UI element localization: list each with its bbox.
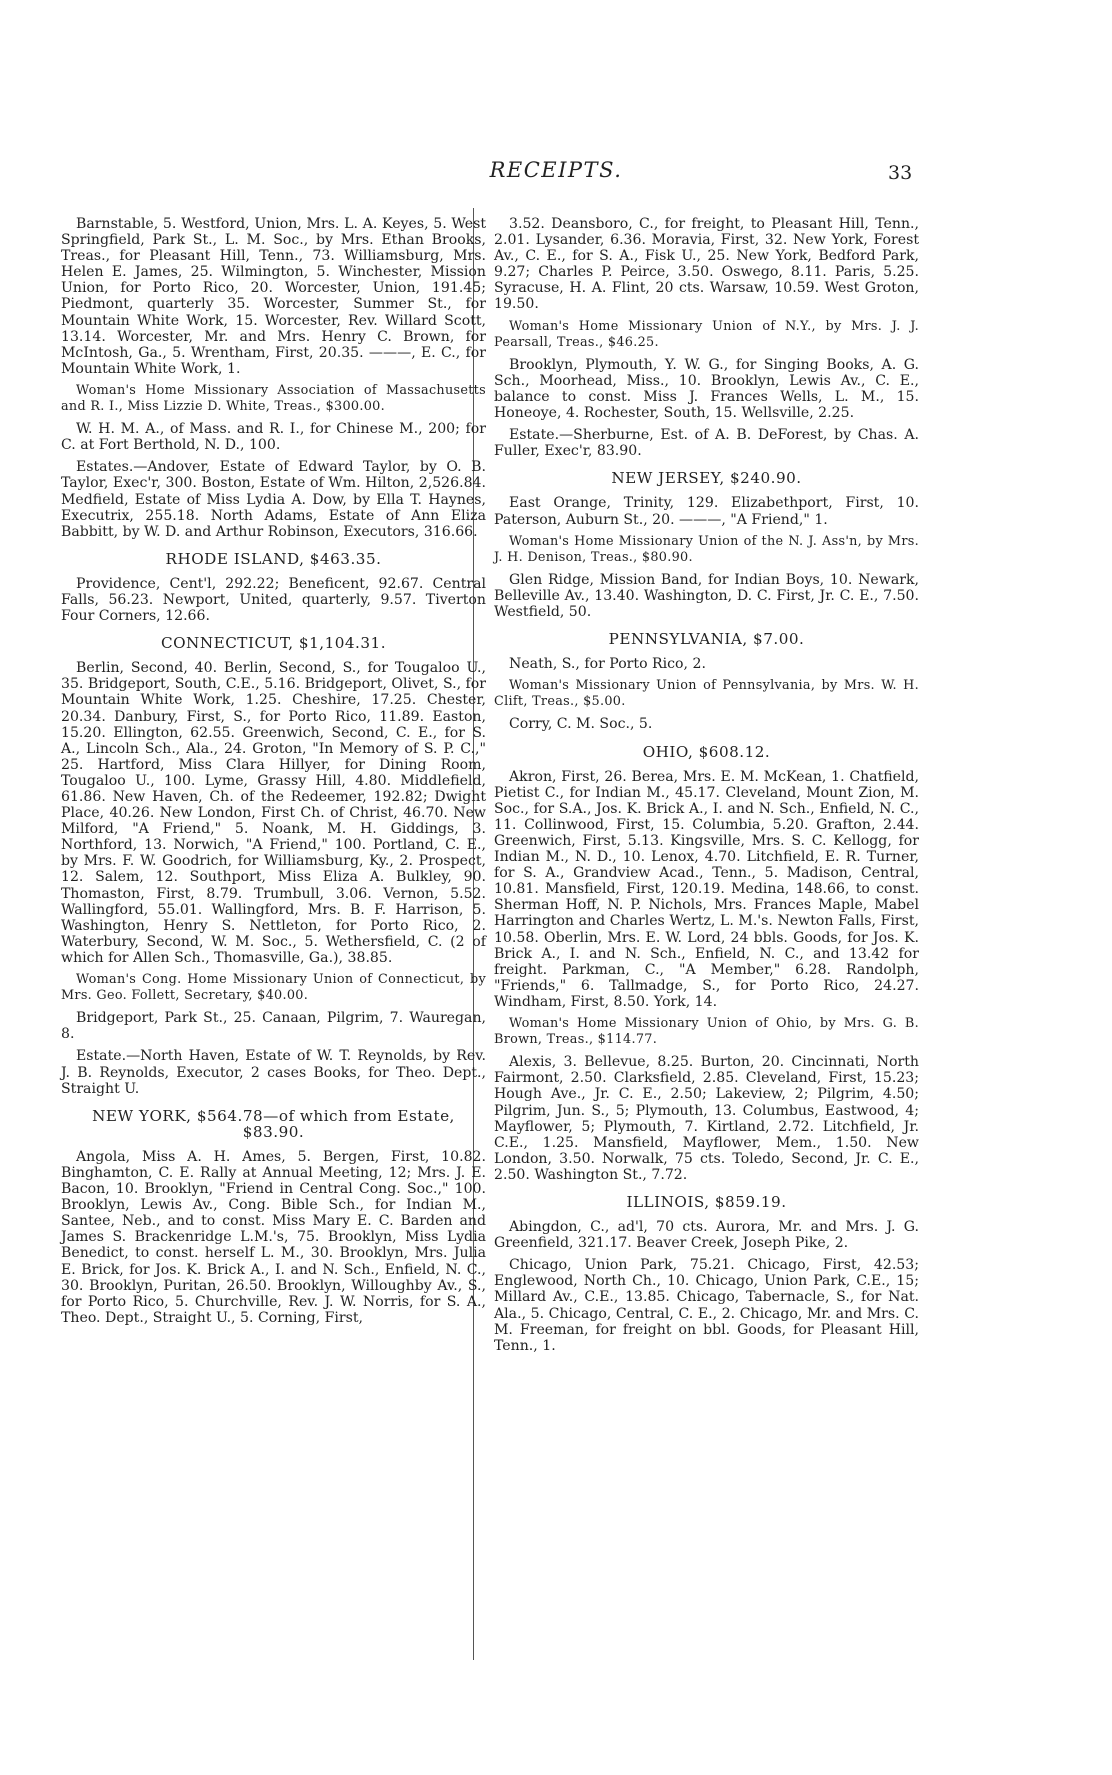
running-title: RECEIPTS. (489, 158, 623, 182)
paragraph: Akron, First, 26. Berea, Mrs. E. M. McKean, 1. Chatfield, Pietist C., for Indian M., 45.17. Cleveland, Mount Zion, M. Soc., for S.A., Jos. K. Brick A., I. and N. Sch., Enfield, N. C., 11. Collinwood, First, 15. Columbia, 5.20. Grafton, 2.44. Greenwich, First, 5.13. Kingsville, Mrs. S. C. Kellogg, for Indian M., N. D., 10. Lenox, 4.70. Litchfield, E. R. Turner, for S. A., Grandview Acad., Tenn., 5. Madison, Central, 10.81. Mansfield, First, 120.19. Medina, 148.66, to const. Sherman Hoff, N. P. Nichols, Mrs. Frances Maple, Mabel Harrington and Charles Wertz, L. M.'s. Newton Falls, First, 10.58. Oberlin, Mrs. E. W. Lord, 24 bbls. Goods, for Jos. K. Brick A., I. and N. Sch., Enfield, N. C., and 13.42 for freight. Parkman, C., "A Member," 6.28. Randolph, "Friends," 6. Tallmadge, S., for Porto Rico, 24.27. Windham, First, 8.50. York, 14. (494, 768, 919, 1010)
paragraph: Estates.—Andover, Estate of Edward Taylor, by O. B. Taylor, Exec'r, 300. Boston, Estate of Wm. Hilton, 2,526.84. Medfield, Estate of Miss Lydia A. Dow, by Ella T. Haynes, Executrix, 255.18. North Adams, Estate of Ann Eliza Babbitt, by W. D. and Arthur Robinson, Executors, 316.66. (61, 459, 486, 540)
paragraph: W. H. M. A., of Mass. and R. I., for Chinese M., 200; for C. at Fort Berthold, N. D., 100. (61, 421, 486, 454)
paragraph: Woman's Home Missionary Union of Ohio, by Mrs. G. B. Brown, Treas., $114.77. (494, 1016, 919, 1048)
paragraph: Woman's Home Missionary Association of Massachusetts and R. I., Miss Lizzie D. White, Treas., $300.00. (61, 382, 486, 415)
paragraph: Woman's Cong. Home Missionary Union of Connecticut, by Mrs. Geo. Follett, Secretary, $40.00. (61, 972, 486, 1004)
paragraph: Providence, Cent'l, 292.22; Beneficent, 92.67. Central Falls, 56.23. Newport, United, quarterly, 9.57. Tiverton Four Corners, 12.66. (61, 575, 486, 625)
section-heading: NEW JERSEY, $240.90. (611, 469, 802, 488)
section-heading: CONNECTICUT, $1,104.31. (160, 634, 387, 653)
paragraph: Berlin, Second, 40. Berlin, Second, S., for Tougaloo U., 35. Bridgeport, South, C.E., 5.16. Bridgeport, Olivet, S., for Mountain White Work, 1.25. Cheshire, 17.25. Chester, 20.34. Danbury, First, S., for Porto Rico, 11.89. Easton, 15.20. Ellington, 62.55. Greenwich, Second, C. E., for S. A., Lincoln Sch., Ala., 24. Groton, "In Memory of S. P. C.," 25. Hartford, Miss Clara Hillyer, for Dining Room, Tougaloo U., 100. Lyme, Grassy Hill, 4.80. Middlefield, 61.86. New Haven, Ch. of the Redeemer, 192.82; Dwight Place, 40.26. New London, First Ch. of Christ, 46.70. New Milford, "A Friend," 5. Noank, M. H. Giddings, 3. Northford, 13. Norwich, "A Friend," 100. Portland, C. E., by Mrs. F. W. Goodrich, for Williamsburg, Ky., 2. Prospect, 12. Salem, 12. Southport, Miss Eliza A. Bulkley, 90. Thomaston, First, 8.79. Trumbull, 3.06. Vernon, 5.52. Wallingford, 55.01. Wallingford, Mrs. B. F. Harrison, 5. Washington, Henry S. Nettleton, for Porto Rico, 2. Waterbury, Second, W. M. Soc., 5. Wethersfield, C. (2 of which for Allen Sch., Thomasville, Ga.), 38.85. (61, 660, 486, 966)
left-column (61, 216, 486, 1332)
paragraph: Barnstable, 5. Westford, Union, Mrs. L. A. Keyes, 5. West Springfield, Park St., L. M. Soc., by Mrs. Ethan Brooks, Treas., for Pleasant Hill, Tenn., 73. Williamsburg, Mrs. Helen E. James, 25. Wilmington, 5. Winchester, Mission Union, for Porto Rico, 20. Worcester, Union, 191.45; Piedmont, quarterly 35. Worcester, Summer St., for Mountain White Work, 15. Worcester, Rev. Willard Scott, 13.14. Worcester, Mr. and Mrs. Henry C. Brown, for McIntosh, Ga., 5. Wrentham, First, 20.35. ———, E. C., for Mountain White Work, 1. (61, 216, 486, 377)
paragraph: Bridgeport, Park St., 25. Canaan, Pilgrim, 7. Wauregan, 8. (61, 1010, 486, 1043)
paragraph: Woman's Missionary Union of Pennsylvania, by Mrs. W. H. Clift, Treas., $5.00. (494, 678, 919, 710)
paragraph: Corry, C. M. Soc., 5. (509, 716, 653, 733)
paragraph: Brooklyn, Plymouth, Y. W. G., for Singing Books, A. G. Sch., Moorhead, Miss., 10. Brooklyn, Lewis Av., C. E., balance to const. Miss J. Frances Wells, L. M., 15. Honeoye, 4. Rochester, South, 15. Wellsville, 2.25. (494, 356, 919, 422)
paragraph: Chicago, Union Park, 75.21. Chicago, First, 42.53; Englewood, North Ch., 10. Chicago, Union Park, C.E., 15; Millard Av., C.E., 13.85. Chicago, Tabernacle, S., for Nat. Ala., 5. Chicago, Central, C. E., 2. Chicago, Mr. and Mrs. C. M. Freeman, for freight on bbl. Goods, for Pleasant Hill, Tenn., 1. (494, 1257, 919, 1354)
section-heading: ILLINOIS, $859.19. (626, 1192, 787, 1211)
paragraph: Alexis, 3. Bellevue, 8.25. Burton, 20. Cincinnati, North Fairmont, 2.50. Clarksfield, 2.85. Cleveland, First, 15.23; Hough Ave., Jr. C. E., 2.50; Lakeview, 2; Pilgrim, 4.50; Pilgrim, Jun. S., 5; Plymouth, 13. Columbus, Eastwood, 4; Mayflower, 5; Plymouth, 7. Kirtland, 2.72. Litchfield, Jr. C.E., 1.25. Mansfield, Mayflower, Mem., 1.50. New London, 3.50. Norwalk, 75 cts. Toledo, Second, Jr. C. E., 2.50. Washington St., 7.72. (494, 1054, 919, 1183)
paragraph: Estate.—North Haven, Estate of W. T. Reynolds, by Rev. J. B. Reynolds, Executor, 2 cases Books, for Theo. Dept., Straight U. (61, 1048, 486, 1097)
page-number: 33 (888, 162, 913, 184)
section-heading: PENNSYLVANIA, $7.00. (608, 630, 805, 649)
right-column (494, 216, 919, 1360)
paragraph: Glen Ridge, Mission Band, for Indian Boys, 10. Newark, Belleville Av., 13.40. Washington, D. C. First, Jr. C. E., 7.50. Westfield, 50. (494, 571, 919, 620)
paragraph: Angola, Miss A. H. Ames, 5. Bergen, First, 10.82. Binghamton, C. E. Rally at Annual Meeting, 12; Mrs. J. E. Bacon, 10. Brooklyn, "Friend in Central Cong. Soc.," 100. Brooklyn, Lewis Av., Cong. Bible Sch., for Indian M., Santee, Neb., and to const. Miss Mary E. C. Barden and James S. Brackenridge L.M.'s, 75. Brooklyn, Miss Lydia Benedict, to const. herself L. M., 30. Brooklyn, Mrs. Julia E. Brick, for Jos. K. Brick A., I. and N. Sch., Enfield, N. C., 30. Brooklyn, Puritan, 26.50. Brooklyn, Willoughby Av., S., for Porto Rico, 5. Churchville, Rev. J. W. Norris, for S. A., Theo. Dept., Straight U., 5. Corning, First, (61, 1148, 486, 1326)
paragraph: 3.52. Deansboro, C., for freight, to Pleasant Hill, Tenn., 2.01. Lysander, 6.36. Moravia, First, 32. New York, Forest Av., C. E., for S. A., Fisk U., 25. New York, Bedford Park, 9.27; Charles P. Peirce, 3.50. Oswego, 8.11. Paris, 5.25. Syracuse, H. A. Flint, 20 cts. Warsaw, 10.59. West Groton, 19.50. (494, 216, 919, 313)
paragraph: Woman's Home Missionary Union of N.Y., by Mrs. J. J. Pearsall, Treas., $46.25. (494, 318, 919, 350)
paragraph: Estate.—Sherburne, Est. of A. B. DeForest, by Chas. A. Fuller, Exec'r, 83.90. (494, 427, 919, 460)
section-heading: RHODE ISLAND, $463.35. (165, 549, 382, 568)
paragraph: Neath, S., for Porto Rico, 2. (509, 656, 706, 673)
section-heading: NEW YORK, $564.78—of which from Estate, $83.90. (92, 1106, 455, 1141)
paragraph: Abingdon, C., ad'l, 70 cts. Aurora, Mr. and Mrs. J. G. Greenfield, 321.17. Beaver Creek, Joseph Pike, 2. (494, 1219, 919, 1252)
section-heading: OHIO, $608.12. (642, 742, 771, 761)
paragraph: Woman's Home Missionary Union of the N. J. Ass'n, by Mrs. J. H. Denison, Treas., $80.90. (494, 533, 919, 565)
paragraph: East Orange, Trinity, 129. Elizabethport, First, 10. Paterson, Auburn St., 20. ———, "A Friend," 1. (494, 495, 919, 528)
